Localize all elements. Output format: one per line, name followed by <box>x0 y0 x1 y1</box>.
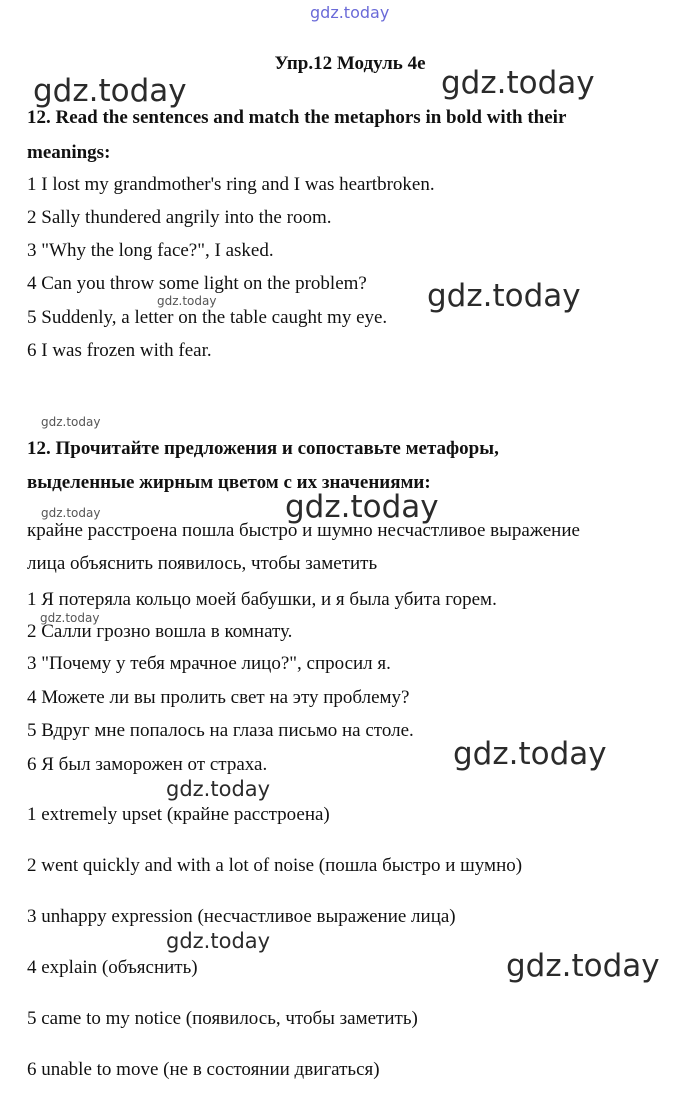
watermark: gdz.today <box>166 777 271 801</box>
answer-item: 1 extremely upset (крайне расстроена) <box>27 804 330 825</box>
watermark: gdz.today <box>166 929 271 953</box>
watermark: gdz.today <box>453 736 607 772</box>
watermark: gdz.today <box>33 73 187 109</box>
russian-sentence: 5 Вдруг мне попалось на глаза письмо на столе. <box>27 720 414 741</box>
watermark: gdz.today <box>285 489 439 525</box>
english-sentence: 2 Sally thundered angrily into the room. <box>27 207 332 228</box>
answer-item: 6 unable to move (не в состоянии двигаться) <box>27 1059 380 1080</box>
watermark: gdz.today <box>441 65 595 101</box>
watermark-top: gdz.today <box>310 3 390 22</box>
russian-sentence: 6 Я был заморожен от страха. <box>27 754 268 775</box>
russian-sentence: 2 Салли грозно вошла в комнату. <box>27 621 293 642</box>
word-bank: лица объяснить появилось, чтобы заметить <box>27 553 378 574</box>
watermark: gdz.today <box>506 948 660 984</box>
english-heading: meanings: <box>27 142 111 163</box>
page-title: Упр.12 Модуль 4е <box>274 53 426 74</box>
answer-item: 5 came to my notice (появилось, чтобы заметить) <box>27 1008 418 1029</box>
russian-heading: 12. Прочитайте предложения и сопоставьте метафоры, <box>27 438 499 459</box>
english-heading: 12. Read the sentences and match the metaphors in bold with their <box>27 107 567 128</box>
english-sentence: 1 I lost my grandmother's ring and I was heartbroken. <box>27 174 435 195</box>
answer-item: 2 went quickly and with a lot of noise (пошла быстро и шумно) <box>27 855 523 876</box>
english-sentence: 6 I was frozen with fear. <box>27 340 212 361</box>
russian-sentence: 1 Я потеряла кольцо моей бабушки, и я была убита горем. <box>27 589 497 610</box>
word-bank: крайне расстроена пошла быстро и шумно несчастливое выражение <box>27 520 580 541</box>
answer-item: 3 unhappy expression (несчастливое выражение лица) <box>27 906 456 927</box>
english-sentence: 4 Can you throw some light on the problem? <box>27 273 367 294</box>
watermark: gdz.today <box>157 294 217 308</box>
watermark: gdz.today <box>41 415 101 429</box>
russian-sentence: 4 Можете ли вы пролить свет на эту проблему? <box>27 687 410 708</box>
watermark: gdz.today <box>40 611 100 625</box>
watermark: gdz.today <box>41 506 101 520</box>
russian-heading: выделенные жирным цветом с их значениями: <box>27 472 431 493</box>
english-sentence: 5 Suddenly, a letter on the table caught my eye. <box>27 307 388 328</box>
russian-sentence: 3 "Почему у тебя мрачное лицо?", спросил я. <box>27 653 391 674</box>
watermark: gdz.today <box>427 278 581 314</box>
answer-item: 4 explain (объяснить) <box>27 957 198 978</box>
english-sentence: 3 "Why the long face?", I asked. <box>27 240 274 261</box>
